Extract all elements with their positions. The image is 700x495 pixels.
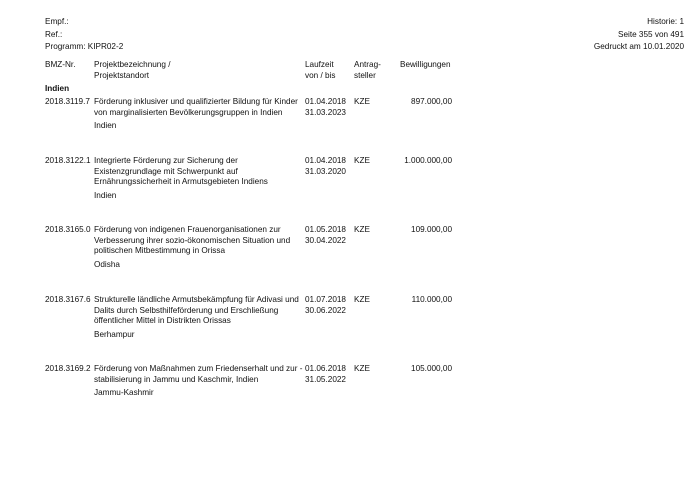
applicant: KZE xyxy=(354,156,370,165)
column-antrag-line2: steller xyxy=(354,70,376,80)
historie-label: Historie: 1 xyxy=(647,17,684,26)
project-dates xyxy=(305,364,346,385)
bmz-number: 2018.3165.0 xyxy=(45,225,91,234)
date-from: 01.04.2018 xyxy=(305,97,346,106)
date-to: 31.03.2020 xyxy=(305,166,346,176)
date-to: 30.04.2022 xyxy=(305,235,346,245)
date-from: 01.04.2018 xyxy=(305,156,346,165)
applicant: KZE xyxy=(354,225,370,234)
programm-label: Programm: KIPR02-2 xyxy=(45,42,124,51)
project-title: Förderung von Maßnahmen zum Friedenserhalt und zur -stabilisierung in Jammu und Kaschmir, Indien xyxy=(94,364,303,384)
bmz-number: 2018.3169.2 xyxy=(45,364,91,373)
section-heading: Indien xyxy=(45,84,70,93)
bmz-number: 2018.3122.1 xyxy=(45,156,91,165)
date-from: 01.07.2018 xyxy=(305,295,346,304)
date-from: 01.06.2018 xyxy=(305,364,346,373)
project-dates xyxy=(305,295,346,316)
project-location: Odisha xyxy=(94,259,120,269)
project-dates xyxy=(305,97,346,118)
applicant: KZE xyxy=(354,364,370,373)
approved-amount: 105.000,00 xyxy=(411,364,452,373)
project-title: Förderung von indigenen Frauenorganisationen zur Verbesserung ihrer sozio-ökonomischen Situation und politischen Mitbestimmung in Orissa xyxy=(94,225,291,255)
applicant: KZE xyxy=(354,97,370,106)
date-to: 30.06.2022 xyxy=(305,305,346,315)
project-title-block xyxy=(94,97,306,132)
project-title-block xyxy=(94,156,306,201)
column-laufzeit-line2: von / bis xyxy=(305,70,336,80)
report-header-right xyxy=(594,17,684,55)
approved-amount: 1.000.000,00 xyxy=(404,156,452,165)
column-bmz-nr: BMZ-Nr. xyxy=(45,60,76,69)
project-location: Indien xyxy=(94,121,117,130)
applicant: KZE xyxy=(354,295,370,304)
date-from: 01.05.2018 xyxy=(305,225,346,234)
project-location: Indien xyxy=(94,190,117,200)
approved-amount: 109.000,00 xyxy=(411,225,452,234)
project-title-block xyxy=(94,364,306,399)
date-to: 31.05.2022 xyxy=(305,374,346,384)
column-projekt-line1: Projektbezeichnung / xyxy=(94,60,171,69)
project-title: Förderung inklusiver und qualifizierter Bildung für Kinder von marginalisierten Bevölkerungsgruppen in Indien xyxy=(94,97,298,117)
approved-amount: 110.000,00 xyxy=(411,295,452,304)
ref-label: Ref.: xyxy=(45,29,63,39)
column-antragsteller xyxy=(354,60,381,81)
project-title-block xyxy=(94,225,306,270)
project-location: Jammu-Kashmir xyxy=(94,388,154,397)
column-laufzeit-line1: Laufzeit xyxy=(305,60,334,69)
project-title: Strukturelle ländliche Armutsbekämpfung für Adivasi und Dalits durch Selbsthilfeförderung und Erschließung öffentlicher Mittel in Distrikten Orissas xyxy=(94,295,299,325)
report-header-left xyxy=(45,17,123,55)
print-date: Gedruckt am 10.01.2020 xyxy=(593,42,684,51)
project-title-block xyxy=(94,295,306,340)
project-dates xyxy=(305,156,346,177)
approved-amount: 897.000,00 xyxy=(411,97,452,106)
bmz-number: 2018.3119.7 xyxy=(45,97,90,106)
bmz-number: 2018.3167.6 xyxy=(45,295,91,304)
date-to: 31.03.2023 xyxy=(305,107,346,117)
project-title: Integrierte Förderung zur Sicherung der Existenzgrundlage mit Schwerpunkt auf Ernährungssicherheit in Armutsgebieten Indiens xyxy=(94,156,268,186)
column-bewilligungen: Bewilligungen xyxy=(400,60,451,69)
empf-label: Empf.: xyxy=(45,17,69,26)
project-location: Berhampur xyxy=(94,329,135,339)
column-laufzeit xyxy=(305,60,336,81)
page-number: Seite 355 von 491 xyxy=(617,29,684,39)
project-dates xyxy=(305,225,346,246)
column-projekt xyxy=(94,60,170,81)
column-antrag-line1: Antrag- xyxy=(354,60,381,69)
column-projekt-line2: Projektstandort xyxy=(94,70,150,80)
